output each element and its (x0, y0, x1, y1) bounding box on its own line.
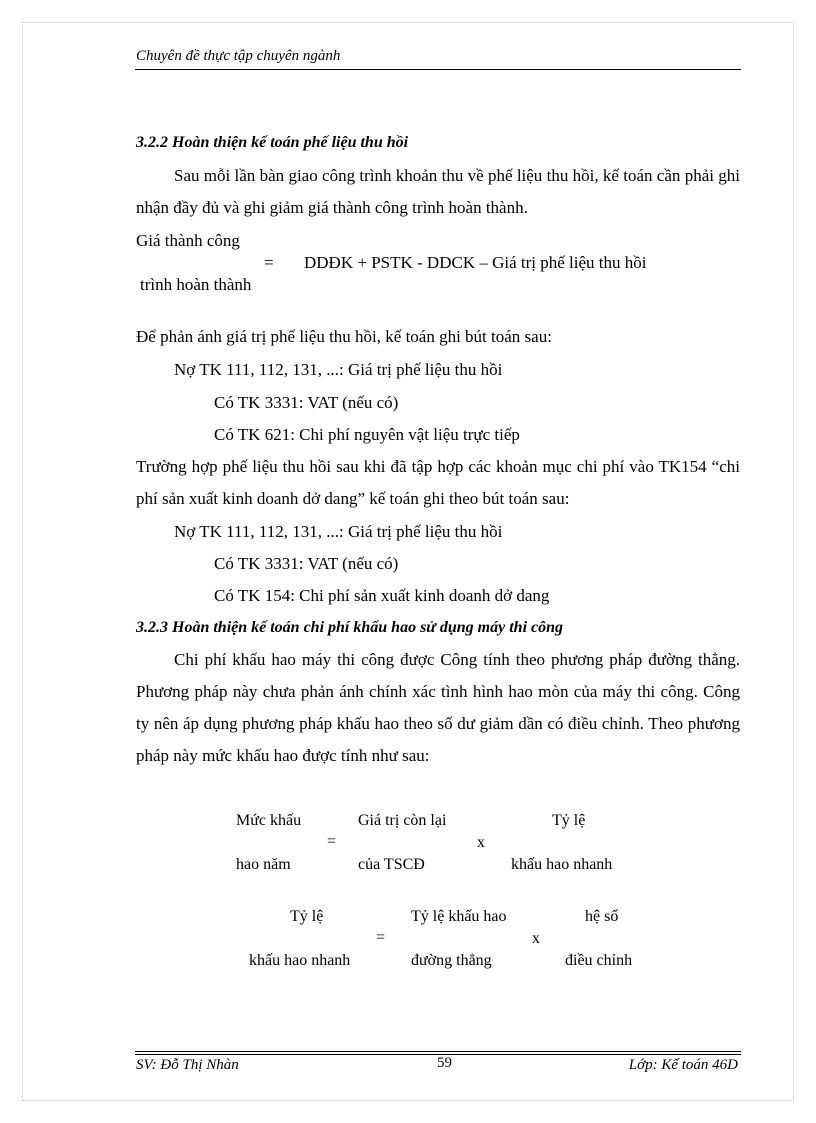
formula-rhs: DDĐK + PSTK - DDCK – Giá trị phế liệu thu hồi (304, 253, 647, 272)
footer-page-number: 59 (437, 1055, 452, 1071)
header-rule (135, 69, 741, 70)
formula-equals: = (264, 253, 274, 272)
entry1-debit: Nợ TK 111, 112, 131, ...: Giá trị phế liệu thu hồi (174, 360, 503, 379)
section-322-intro-text: Sau mỗi lần bàn giao công trình khoản thu về phế liệu thu hồi, kế toán cần phải ghi nhận đầy đủ và ghi giảm giá thành công trình hoàn thành. (136, 166, 740, 217)
section-323-heading: 3.2.3 Hoàn thiện kế toán chi phí khấu hao sử dụng máy thi công (136, 619, 564, 636)
formula1-c2: khấu hao nhanh (511, 856, 613, 873)
footer-class: Lớp: Kế toán 46D (628, 1057, 738, 1073)
formula2-c2: điều chỉnh (565, 952, 633, 969)
formula2-b2: đường thẳng (411, 952, 492, 969)
formula2-a1: Tỷ lệ (290, 908, 324, 925)
footer-rule-top (135, 1051, 741, 1052)
formula1-a1: Mức khấu (236, 812, 302, 829)
entry1-credit2: Có TK 621: Chi phí nguyên vật liệu trực tiếp (214, 425, 520, 444)
section-322-intro (136, 160, 740, 224)
formula-lhs-line2: trình hoàn thành (140, 275, 252, 294)
formula1-b2: của TSCĐ (358, 856, 425, 873)
section-323-paragraph-text: Chi phí khấu hao máy thi công được Công tính theo phương pháp đường thẳng. Phương pháp này chưa phản ánh chính xác tình hình hao mòn của máy thi công. Công ty nên áp dụng phương pháp khấu hao theo số dư giảm dần có điều chỉnh. Theo phương pháp này mức khấu hao được tính như sau: (136, 650, 740, 765)
formula1-times: x (477, 834, 485, 851)
case-paragraph: Trường hợp phế liệu thu hồi sau khi đã tập hợp các khoản mục chi phí vào TK154 “chi phí sản xuất kinh doanh dở dang” kế toán ghi theo bút toán sau: (136, 457, 740, 508)
page-header-title: Chuyên đề thực tập chuyên ngành (136, 48, 341, 64)
formula2-equals: = (376, 929, 386, 946)
formula2-b1: Tỷ lệ khấu hao (411, 908, 507, 925)
formula1-equals: = (327, 833, 337, 850)
formula-lhs-line1: Giá thành công (136, 231, 240, 250)
formula1-a2: hao năm (236, 856, 291, 873)
footer-student: SV: Đỗ Thị Nhàn (136, 1057, 239, 1073)
entry2-debit: Nợ TK 111, 112, 131, ...: Giá trị phế liệu thu hồi (174, 522, 503, 541)
section-322-heading: 3.2.2 Hoàn thiện kế toán phế liệu thu hồi (136, 134, 409, 151)
entry-intro: Để phản ánh giá trị phế liệu thu hồi, kế toán ghi bút toán sau: (136, 327, 552, 346)
formula1-b1: Giá trị còn lại (358, 812, 447, 829)
entry2-credit2: Có TK 154: Chi phí sản xuất kinh doanh dở dang (214, 586, 550, 605)
formula2-c1: hệ số (585, 908, 619, 925)
section-323-paragraph (136, 644, 740, 772)
entry1-credit1: Có TK 3331: VAT (nếu có) (214, 393, 399, 412)
entry2-credit1: Có TK 3331: VAT (nếu có) (214, 554, 399, 573)
formula2-times: x (532, 930, 540, 947)
formula1-c1: Tỷ lệ (552, 812, 586, 829)
formula2-a2: khấu hao nhanh (249, 952, 351, 969)
